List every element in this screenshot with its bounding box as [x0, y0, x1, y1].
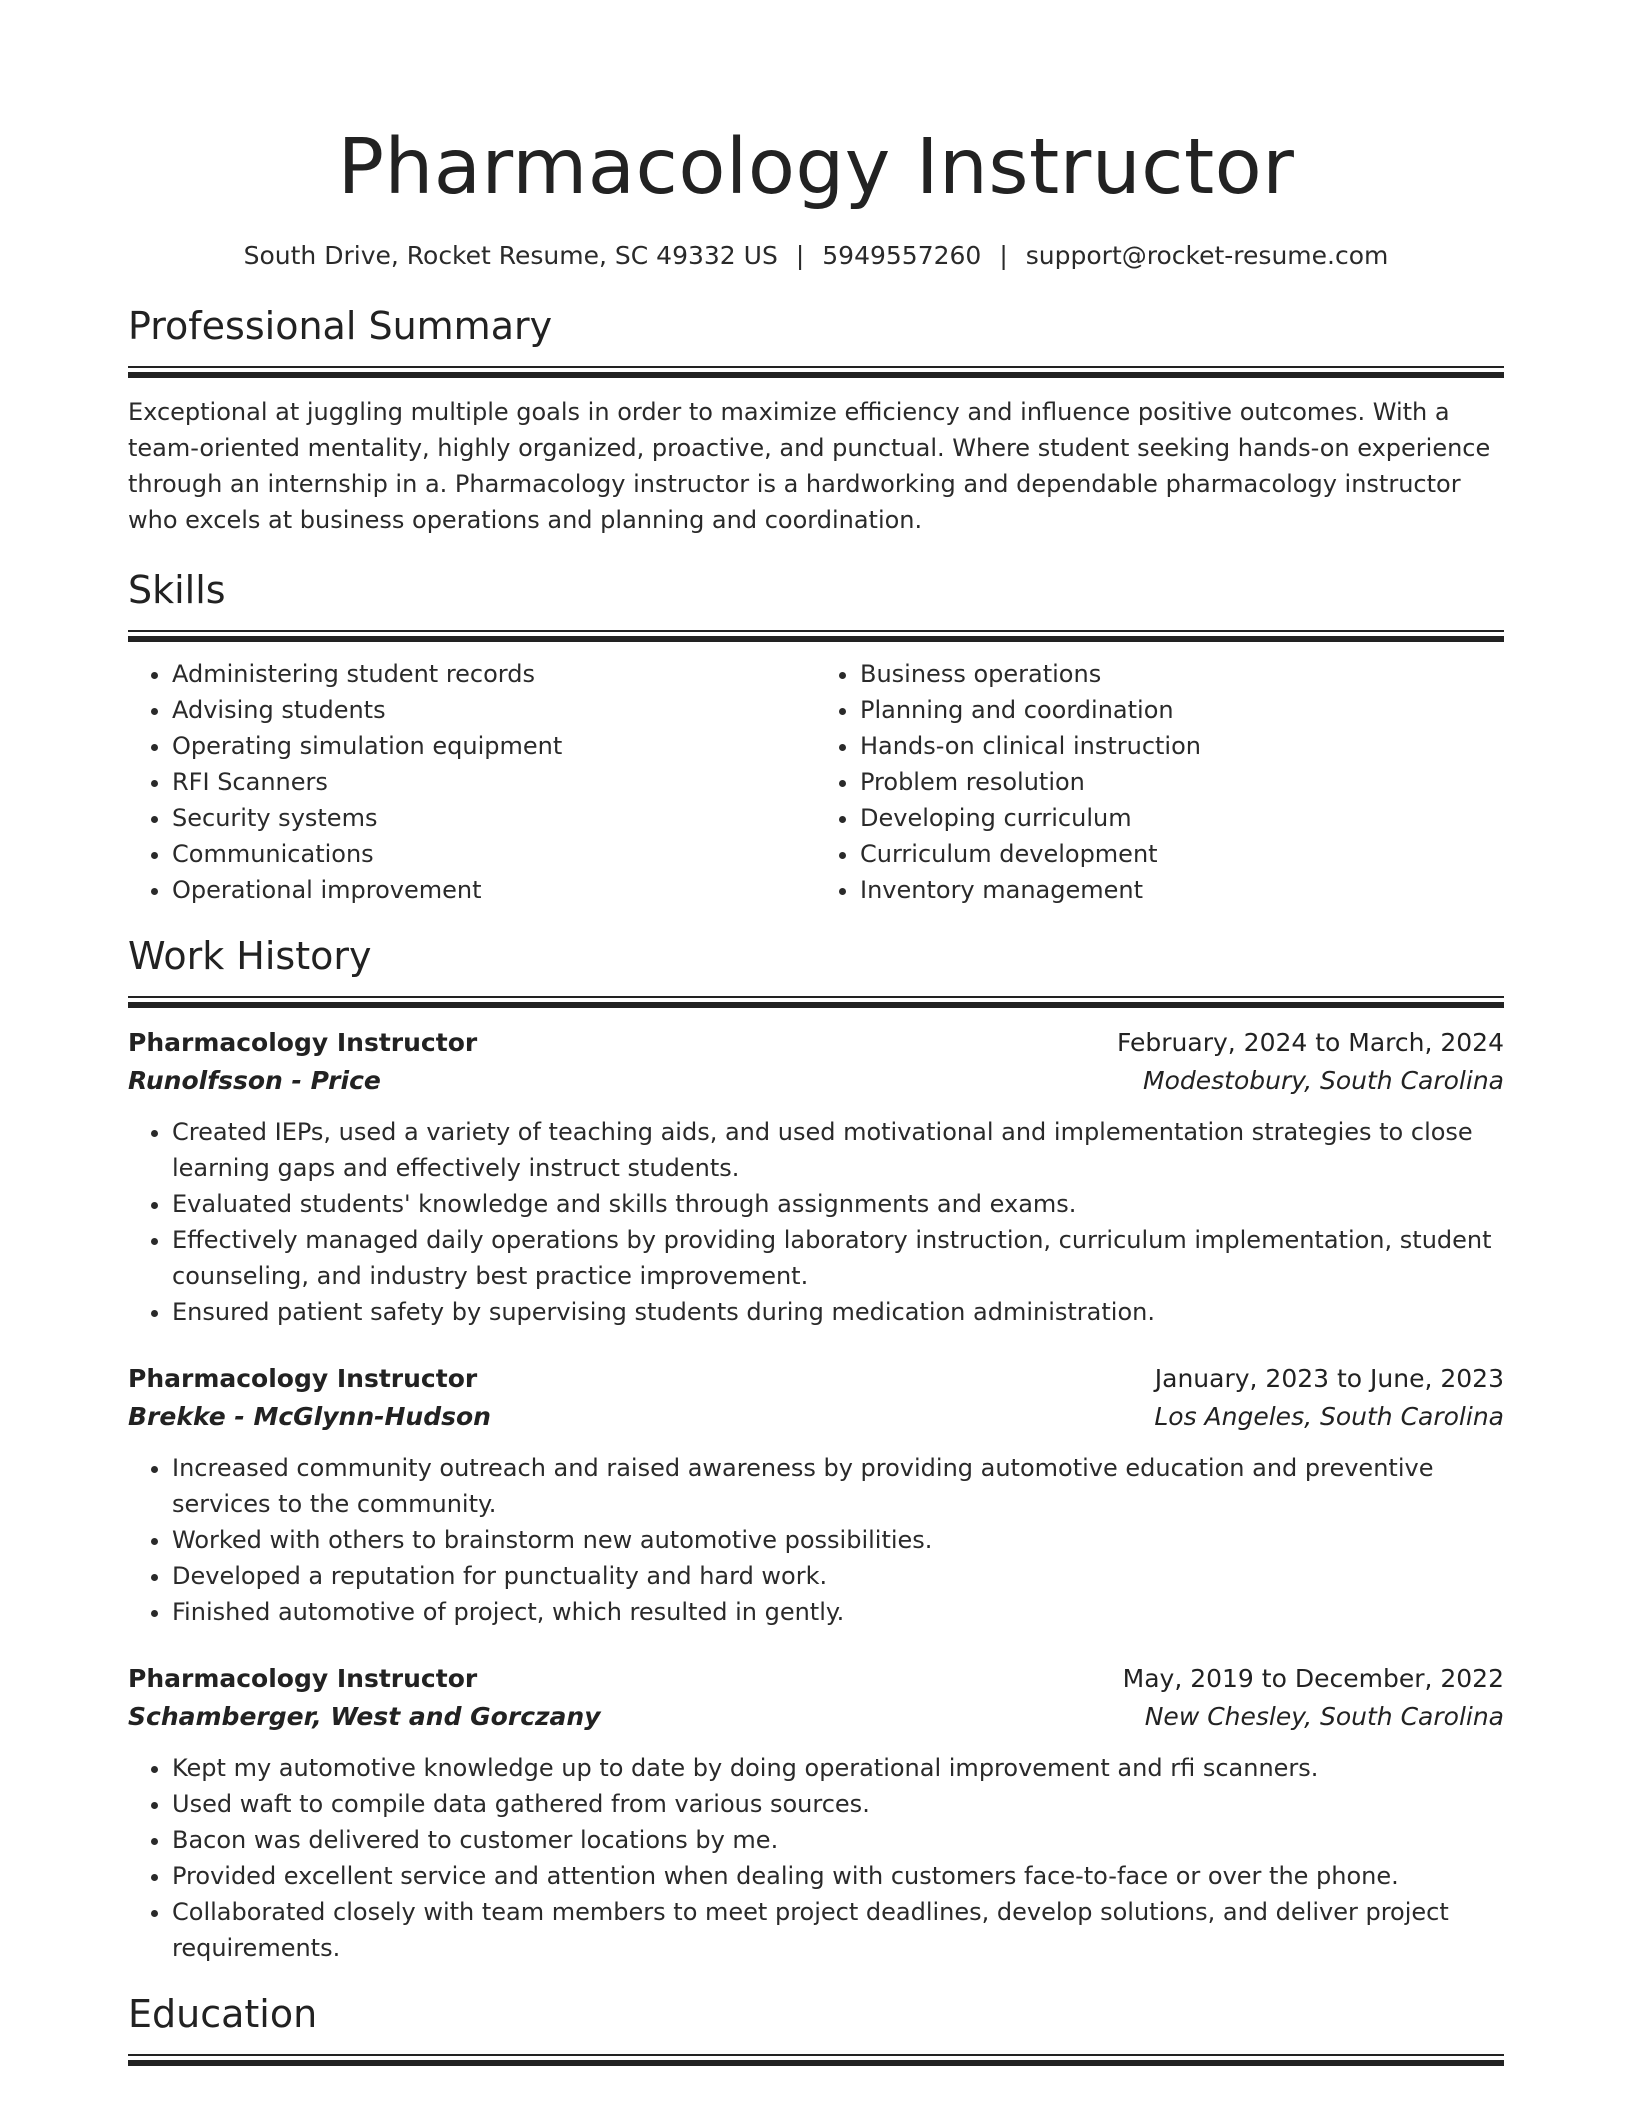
skill-item: • Administering student records	[172, 656, 816, 692]
education-section	[128, 1990, 1504, 2066]
work-history-section	[128, 932, 1504, 1966]
job-subheader	[128, 1398, 1504, 1436]
job-entry	[128, 1660, 1504, 1966]
job-bullet: • Finished automotive of project, which resulted in gently.	[172, 1594, 1504, 1630]
job-bullet: • Effectively managed daily operations by providing laboratory instruction, curriculum implementation, student counseling, and industry best practice improvement.	[172, 1222, 1504, 1294]
job-dates: May, 2019 to December, 2022	[1122, 1664, 1504, 1693]
section-divider	[128, 2054, 1504, 2066]
job-header	[128, 1024, 1504, 1062]
job-title: Pharmacology Instructor	[128, 1364, 478, 1393]
section-divider	[128, 996, 1504, 1008]
skills-columns	[128, 656, 1504, 908]
job-entry	[128, 1360, 1504, 1630]
job-dates: February, 2024 to March, 2024	[1116, 1028, 1504, 1057]
job-bullet: • Created IEPs, used a variety of teaching aids, and used motivational and implementation strategies to close learning gaps and effectively instruct students.	[172, 1114, 1504, 1186]
job-bullet: • Worked with others to brainstorm new automotive possibilities.	[172, 1522, 1504, 1558]
job-company: Brekke - McGlynn-Hudson	[128, 1402, 491, 1431]
job-title: Pharmacology Instructor	[128, 1664, 478, 1693]
job-bullets	[128, 1450, 1504, 1630]
skill-item: • Planning and coordination	[860, 692, 1504, 728]
skill-item: • Operational improvement	[172, 872, 816, 908]
skill-item: • Developing curriculum	[860, 800, 1504, 836]
summary-text: Exceptional at juggling multiple goals in order to maximize efficiency and influence positive outcomes. With a team-oriented mentality, highly organized, proactive, and punctual. Where student seeking hands-on experience through an internship in a. Pharmacology instructor is a hardworking and dependable pharmacology instructor who excels at business operations and planning and coordination.	[128, 398, 1491, 534]
resume-name: Pharmacology Instructor	[337, 123, 1295, 212]
job-subheader	[128, 1062, 1504, 1100]
skill-item: • Advising students	[172, 692, 816, 728]
summary-section	[128, 302, 1504, 538]
skill-item: • Hands-on clinical instruction	[860, 728, 1504, 764]
skill-item: • Problem resolution	[860, 764, 1504, 800]
contact-email: support@rocket-resume.com	[1025, 241, 1389, 270]
job-bullet: • Kept my automotive knowledge up to date by doing operational improvement and rfi scanners.	[172, 1750, 1504, 1786]
job-location: Modestobury, South Carolina	[1143, 1066, 1504, 1095]
job-header	[128, 1660, 1504, 1698]
job-company: Schamberger, West and Gorczany	[128, 1702, 601, 1731]
contact-line	[128, 239, 1504, 273]
job-location: New Chesley, South Carolina	[1144, 1702, 1504, 1731]
job-header	[128, 1360, 1504, 1398]
job-bullet: • Collaborated closely with team members to meet project deadlines, develop solutions, and deliver project requirements.	[172, 1894, 1504, 1966]
job-bullet: • Used waft to compile data gathered from various sources.	[172, 1786, 1504, 1822]
skills-list-left	[128, 656, 816, 908]
job-list	[128, 1024, 1504, 1966]
job-title: Pharmacology Instructor	[128, 1028, 478, 1057]
contact-separator: |	[795, 241, 805, 270]
skills-section	[128, 566, 1504, 908]
skill-item: • Business operations	[860, 656, 1504, 692]
contact-separator: |	[999, 241, 1008, 270]
section-divider	[128, 630, 1504, 642]
job-bullet: • Evaluated students' knowledge and skills through assignments and exams.	[172, 1186, 1504, 1222]
job-bullets	[128, 1114, 1504, 1330]
job-bullet: • Ensured patient safety by supervising students during medication administration.	[172, 1294, 1504, 1330]
job-entry	[128, 1024, 1504, 1330]
contact-address: South Drive, Rocket Resume, SC 49332 US	[243, 241, 778, 270]
job-bullet: • Provided excellent service and attention when dealing with customers face-to-face or over the phone.	[172, 1858, 1504, 1894]
job-company: Runolfsson - Price	[128, 1066, 381, 1095]
skill-item: • Operating simulation equipment	[172, 728, 816, 764]
contact-phone: 5949557260	[822, 241, 982, 270]
summary-heading: Professional Summary	[128, 304, 553, 348]
skill-item: • Curriculum development	[860, 836, 1504, 872]
skills-list-right	[816, 656, 1504, 908]
job-bullet: • Increased community outreach and raised awareness by providing automotive education and preventive services to the community.	[172, 1450, 1504, 1522]
job-subheader	[128, 1698, 1504, 1736]
skills-heading: Skills	[128, 568, 226, 612]
job-bullet: • Developed a reputation for punctuality and hard work.	[172, 1558, 1504, 1594]
job-bullet: • Bacon was delivered to customer locations by me.	[172, 1822, 1504, 1858]
skill-item: • Inventory management	[860, 872, 1504, 908]
skill-item: • Security systems	[172, 800, 816, 836]
job-bullets	[128, 1750, 1504, 1966]
job-location: Los Angeles, South Carolina	[1154, 1402, 1504, 1431]
skill-item: • RFI Scanners	[172, 764, 816, 800]
skill-item: • Communications	[172, 836, 816, 872]
job-dates: January, 2023 to June, 2023	[1154, 1364, 1504, 1393]
section-divider	[128, 366, 1504, 378]
education-heading: Education	[128, 1992, 318, 2036]
work-history-heading: Work History	[128, 934, 372, 978]
